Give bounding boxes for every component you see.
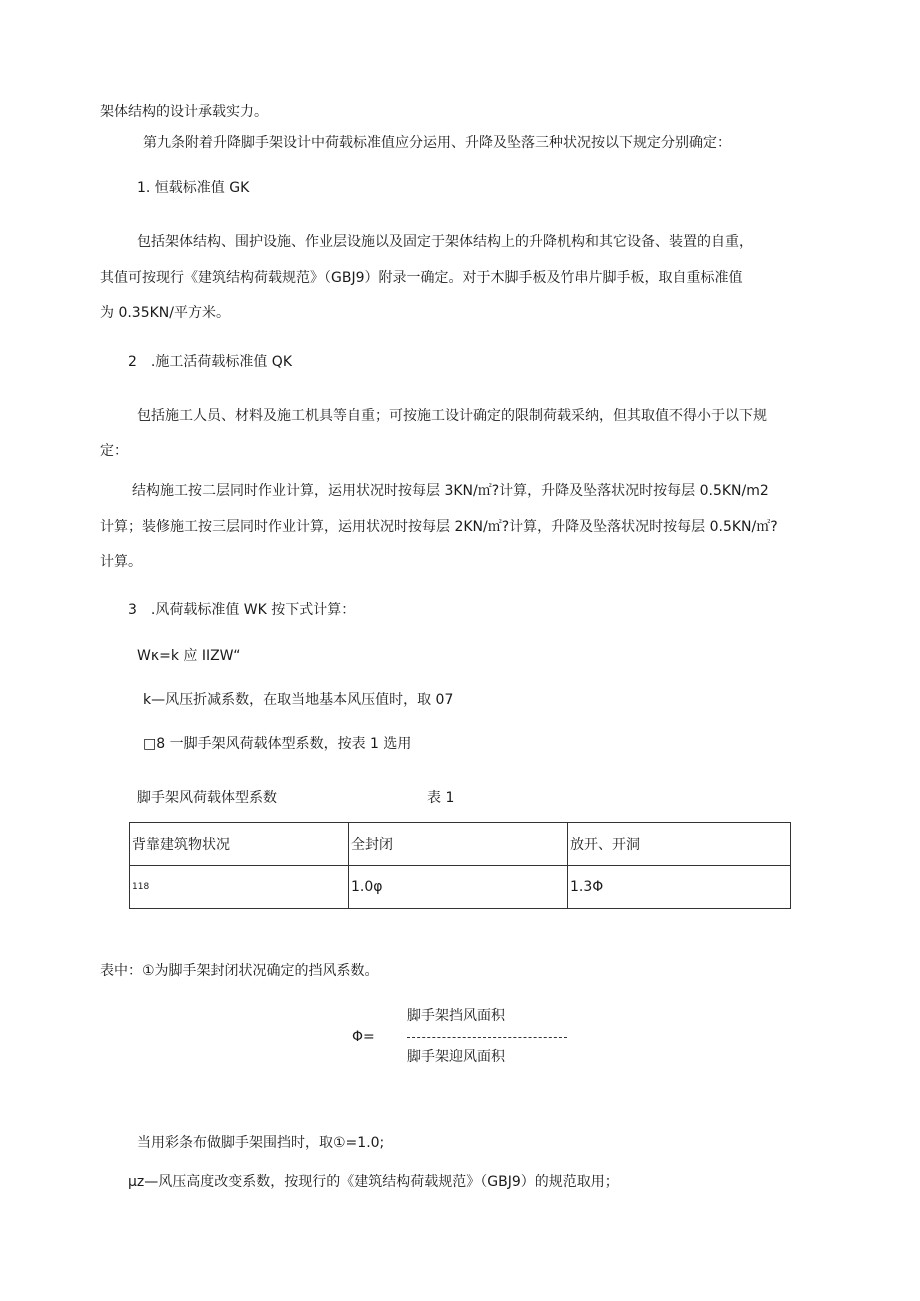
live-load-text-line-1: 包括施工人员、材料及施工机具等自重；可按施工设计确定的限制荷载采纳，但其取值不得小于以下规 (137, 408, 767, 424)
shape-coefficient-table (129, 822, 791, 909)
table-cell: 1.3Φ (568, 866, 791, 909)
article-9-text: 第九条附着升降脚手架设计中荷载标准值应分运用、升降及坠落三种状况按以下规定分别确定： (143, 135, 731, 151)
paragraph-continuation: 架体结构的设计承载实力。 (100, 104, 268, 120)
shape-coefficient-definition: □8 一脚手架风荷载体型系数，按表 1 选用 (143, 736, 412, 752)
construction-load-line-3: 计算。 (100, 554, 142, 570)
table-header-cell: 背靠建筑物状况 (130, 823, 349, 866)
table-cell: 1.0φ (349, 866, 568, 909)
construction-load-line-2: 计算；装修施工按三层同时作业计算，运用状况时按每层 2KN/㎡?计算，升降及坠落状况时按每层 0.5KN/㎡? (100, 519, 778, 535)
table-cell: 118 (130, 866, 349, 909)
section-heading-wind-load: 3 .风荷载标准值 WK 按下式计算： (128, 602, 356, 618)
fraction-numerator: 脚手架挡风面积 (407, 1008, 505, 1024)
phi-label: Φ= (352, 1029, 375, 1045)
enclosure-note: 当用彩条布做脚手架围挡时，取①=1.0; (137, 1135, 385, 1151)
dead-load-text-line-2: 其值可按现行《建筑结构荷载规范》（GBJ9）附录一确定。对于木脚手板及竹串片脚手板，取自重标准值 (100, 270, 743, 286)
wind-load-formula: Wκ=k 应 IIZW“ (137, 648, 241, 664)
live-load-text-line-2: 定： (100, 443, 128, 459)
table-number: 表 1 (427, 790, 455, 806)
section-heading-live-load: 2 .施工活荷载标准值 QK (128, 354, 293, 370)
table-header-row (130, 823, 791, 866)
table-caption: 脚手架风荷载体型系数 (137, 790, 277, 806)
dead-load-text-line-3: 为 0.35KN/平方米。 (100, 305, 230, 321)
table-header-cell: 全封闭 (349, 823, 568, 866)
fraction-line (407, 1037, 567, 1038)
dead-load-text-line-1: 包括架体结构、围护设施、作业层设施以及固定于架体结构上的升降机构和其它设备、装置的自重， (137, 234, 753, 250)
height-coefficient-definition: μz—风压高度改变系数，按现行的《建筑结构荷载规范》（GBJ9）的规范取用； (128, 1174, 619, 1190)
fraction-denominator: 脚手架迎风面积 (407, 1049, 505, 1065)
k-definition: k—风压折减系数，在取当地基本风压值时，取 07 (143, 692, 454, 708)
table-note: 表中：①为脚手架封闭状况确定的挡风系数。 (100, 963, 379, 979)
table-header-cell: 放开、开洞 (568, 823, 791, 866)
construction-load-line-1: 结构施工按二层同时作业计算，运用状况时按每层 3KN/㎡?计算，升降及坠落状况时按每层 0.5KN/m2 (132, 483, 769, 499)
section-heading-dead-load: 1. 恒载标准值 GK (137, 180, 250, 196)
table-row (130, 866, 791, 909)
